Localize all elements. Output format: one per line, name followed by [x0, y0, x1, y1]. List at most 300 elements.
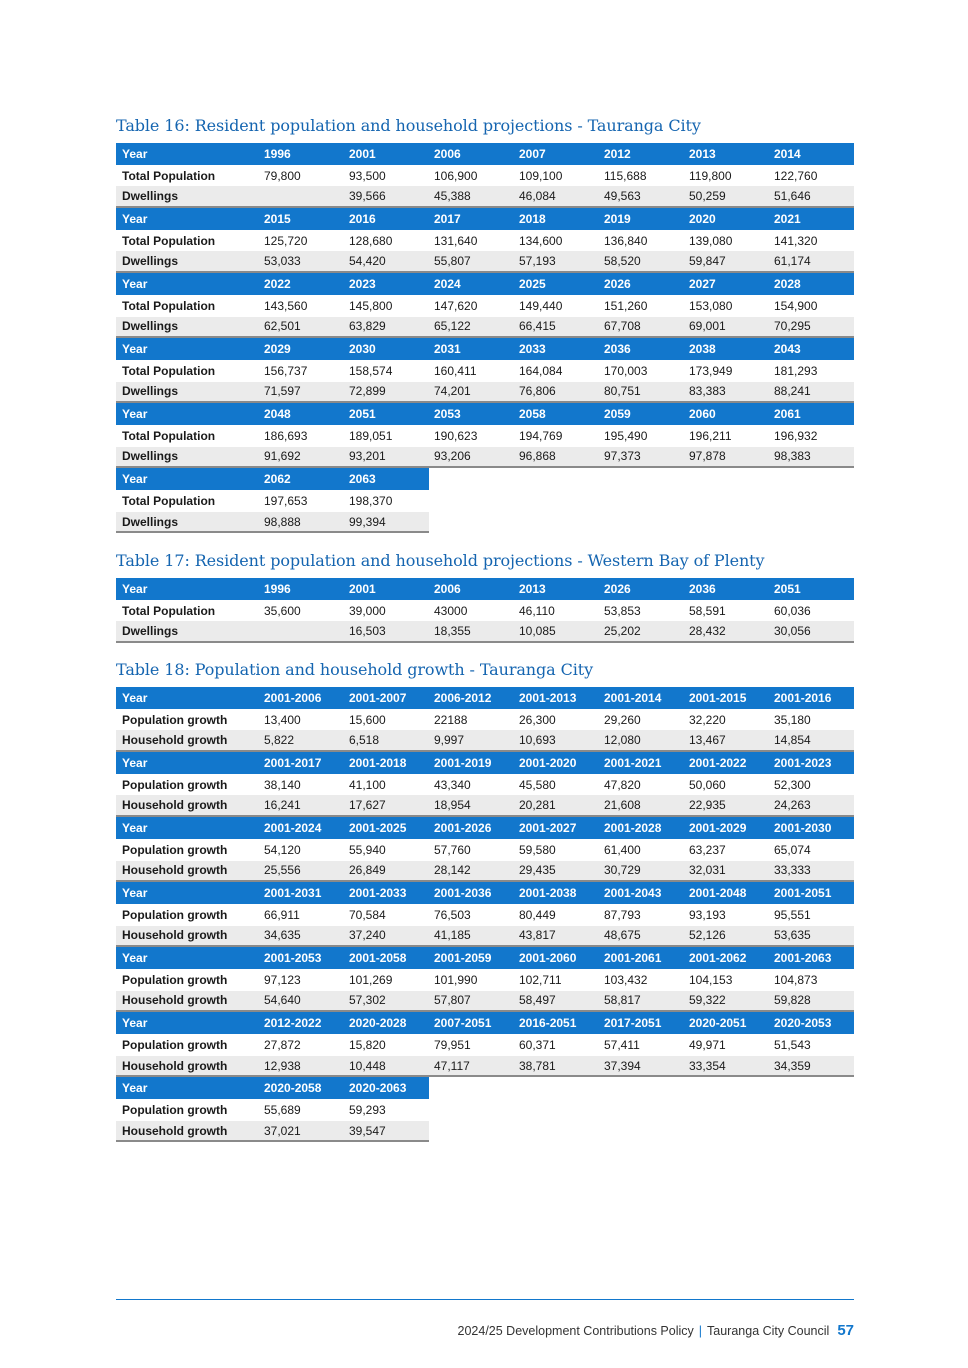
table-block: [116, 1077, 429, 1142]
table-cell: 196,932: [774, 428, 818, 443]
table-row: [116, 1121, 429, 1143]
table-cell: 2001-2018: [349, 755, 407, 770]
table-cell: 2001-2017: [264, 755, 322, 770]
table-cell: 49,563: [604, 189, 641, 204]
table-17: [116, 578, 854, 643]
table-row: [116, 295, 854, 317]
table-cell: 35,600: [264, 603, 301, 618]
table-cell: 2001-2038: [519, 886, 577, 901]
table-cell: 34,635: [264, 928, 301, 943]
table-cell: 12,938: [264, 1058, 301, 1073]
table-cell: 2020-2058: [264, 1081, 322, 1096]
table-cell: 63,237: [689, 842, 726, 857]
table-cell: 39,547: [349, 1123, 386, 1138]
table-cell: 29,435: [519, 863, 556, 878]
table-row: [116, 991, 854, 1013]
table-cell: 2048: [264, 407, 291, 422]
row-label-cell: Year: [122, 951, 148, 966]
table-cell: 97,373: [604, 449, 641, 464]
row-label-cell: Year: [122, 407, 148, 422]
table-row: [116, 861, 854, 883]
table-cell: 14,854: [774, 733, 811, 748]
table-cell: 125,720: [264, 233, 308, 248]
table-cell: 59,828: [774, 993, 811, 1008]
table-cell: 164,084: [519, 363, 563, 378]
table-header-row: [116, 578, 854, 600]
table-row: [116, 926, 854, 948]
table-cell: 189,051: [349, 428, 393, 443]
table-cell: 61,400: [604, 842, 641, 857]
table-cell: 97,123: [264, 972, 301, 987]
row-label-cell: Year: [122, 211, 148, 226]
table-cell: 74,201: [434, 384, 471, 399]
table-cell: 27,872: [264, 1037, 301, 1052]
table-cell: 2018: [519, 211, 546, 226]
table-cell: 2013: [519, 581, 546, 596]
table-cell: 2007-2051: [434, 1016, 492, 1031]
table-cell: 45,388: [434, 189, 471, 204]
table-header-row: [116, 947, 854, 969]
table-cell: 62,501: [264, 319, 301, 334]
table-cell: 10,693: [519, 733, 556, 748]
table-cell: 2021: [774, 211, 801, 226]
table-row: [116, 490, 429, 512]
row-label-cell: Household growth: [122, 863, 228, 878]
table-cell: 71,597: [264, 384, 301, 399]
table-cell: 58,591: [689, 603, 726, 618]
table-cell: 2001-2060: [519, 951, 577, 966]
table-cell: 2001-2030: [774, 820, 832, 835]
table-cell: 2001-2006: [264, 690, 322, 705]
table-cell: 149,440: [519, 298, 563, 313]
table-row: [116, 1099, 429, 1121]
table-cell: 53,635: [774, 928, 811, 943]
table-row: [116, 795, 854, 817]
table-block: [116, 1012, 854, 1077]
table-cell: 60,371: [519, 1037, 556, 1052]
table-cell: 17,627: [349, 798, 386, 813]
table-cell: 119,800: [689, 168, 732, 183]
table-cell: 25,556: [264, 863, 301, 878]
page-footer: [458, 1322, 854, 1339]
row-label-cell: Population growth: [122, 712, 228, 727]
table-cell: 54,420: [349, 254, 386, 269]
table-cell: 2014: [774, 146, 801, 161]
table-cell: 41,100: [349, 777, 386, 792]
table-cell: 2025: [519, 276, 546, 291]
row-label-cell: Dwellings: [122, 384, 179, 399]
table-16-title: Table 16: Resident population and household projections - Tauranga City: [116, 116, 701, 135]
table-18-title: Table 18: Population and household growth - Tauranga City: [116, 660, 594, 679]
table-cell: 2001-2062: [689, 951, 747, 966]
table-cell: 2001-2043: [604, 886, 662, 901]
table-cell: 190,623: [434, 428, 478, 443]
table-row: [116, 1034, 854, 1056]
table-cell: 2001-2058: [349, 951, 407, 966]
table-row: [116, 360, 854, 382]
table-cell: 2043: [774, 342, 801, 357]
table-cell: 198,370: [349, 493, 393, 508]
table-cell: 156,737: [264, 363, 308, 378]
table-16: [116, 143, 854, 533]
table-cell: 2022: [264, 276, 291, 291]
table-cell: 30,729: [604, 863, 641, 878]
table-header-row: [116, 752, 854, 774]
row-label-cell: Year: [122, 755, 148, 770]
table-cell: 34,359: [774, 1058, 811, 1073]
table-block: [116, 403, 854, 468]
table-cell: 69,001: [689, 319, 726, 334]
table-cell: 53,033: [264, 254, 301, 269]
table-cell: 2001-2063: [774, 951, 832, 966]
table-block: [116, 273, 854, 338]
footer-org: Tauranga City Council: [707, 1324, 830, 1338]
table-cell: 145,800: [349, 298, 393, 313]
table-cell: 2016: [349, 211, 376, 226]
row-label-cell: Year: [122, 820, 148, 835]
table-cell: 2020-2051: [689, 1016, 747, 1031]
table-cell: 197,653: [264, 493, 308, 508]
row-label-cell: Population growth: [122, 842, 228, 857]
table-cell: 131,640: [434, 233, 478, 248]
table-cell: 59,580: [519, 842, 556, 857]
table-cell: 2029: [264, 342, 291, 357]
table-cell: 143,560: [264, 298, 308, 313]
table-cell: 2001-2007: [349, 690, 407, 705]
table-cell: 2053: [434, 407, 461, 422]
table-header-row: [116, 273, 854, 295]
row-label-cell: Dwellings: [122, 624, 179, 639]
row-label-cell: Dwellings: [122, 189, 179, 204]
table-row: [116, 186, 854, 208]
table-cell: 41,185: [434, 928, 471, 943]
table-cell: 37,394: [604, 1058, 641, 1073]
row-label-cell: Total Population: [122, 428, 216, 443]
table-cell: 54,120: [264, 842, 301, 857]
table-cell: 32,220: [689, 712, 726, 727]
table-cell: 61,174: [774, 254, 811, 269]
table-cell: 2036: [604, 342, 631, 357]
table-cell: 38,140: [264, 777, 301, 792]
table-cell: 72,899: [349, 384, 386, 399]
table-block: [116, 468, 429, 533]
table-cell: 2058: [519, 407, 546, 422]
row-label-cell: Dwellings: [122, 254, 179, 269]
table-cell: 20,281: [519, 798, 556, 813]
table-cell: 2001-2059: [434, 951, 492, 966]
table-cell: 2017: [434, 211, 461, 226]
table-cell: 80,449: [519, 907, 556, 922]
row-label-cell: Total Population: [122, 363, 216, 378]
table-row: [116, 512, 429, 534]
table-cell: 2007: [519, 146, 546, 161]
table-cell: 26,300: [519, 712, 556, 727]
table-cell: 93,500: [349, 168, 386, 183]
row-label-cell: Year: [122, 276, 148, 291]
table-cell: 39,000: [349, 603, 386, 618]
table-row: [116, 165, 854, 187]
table-block: [116, 882, 854, 947]
row-label-cell: Total Population: [122, 493, 216, 508]
row-label-cell: Household growth: [122, 928, 228, 943]
table-cell: 2001-2053: [264, 951, 322, 966]
row-label-cell: Population growth: [122, 1037, 228, 1052]
table-cell: 10,085: [519, 624, 556, 639]
table-cell: 2001-2033: [349, 886, 407, 901]
table-cell: 136,840: [604, 233, 648, 248]
table-cell: 16,241: [264, 798, 301, 813]
table-18: [116, 687, 854, 1142]
table-cell: 2016-2051: [519, 1016, 577, 1031]
row-label-cell: Dwellings: [122, 319, 179, 334]
footer-doc-title: 2024/25 Development Contributions Policy: [457, 1324, 694, 1338]
table-cell: 2051: [349, 407, 376, 422]
table-cell: 2001-2031: [264, 886, 322, 901]
table-cell: 70,584: [349, 907, 386, 922]
table-cell: 2006-2012: [434, 690, 492, 705]
table-cell: 58,497: [519, 993, 556, 1008]
table-cell: 2020-2063: [349, 1081, 407, 1096]
row-label-cell: Year: [122, 472, 148, 487]
table-cell: 59,322: [689, 993, 726, 1008]
table-cell: 93,206: [434, 449, 471, 464]
table-block: [116, 752, 854, 817]
table-block: [116, 208, 854, 273]
table-cell: 67,708: [604, 319, 641, 334]
table-cell: 33,333: [774, 863, 811, 878]
table-cell: 46,084: [519, 189, 556, 204]
table-cell: 57,411: [604, 1037, 640, 1052]
table-cell: 57,760: [434, 842, 471, 857]
table-cell: 33,354: [689, 1058, 726, 1073]
table-row: [116, 251, 854, 273]
table-cell: 2012: [604, 146, 631, 161]
table-cell: 35,180: [774, 712, 811, 727]
table-cell: 2020-2028: [349, 1016, 407, 1031]
table-cell: 51,646: [774, 189, 811, 204]
table-cell: 2026: [604, 581, 631, 596]
row-label-cell: Household growth: [122, 733, 228, 748]
table-cell: 134,600: [519, 233, 563, 248]
table-cell: 59,293: [349, 1102, 386, 1117]
table-cell: 29,260: [604, 712, 641, 727]
table-cell: 195,490: [604, 428, 648, 443]
table-cell: 57,302: [349, 993, 386, 1008]
table-cell: 2001: [349, 146, 376, 161]
table-block: [116, 338, 854, 403]
table-cell: 2027: [689, 276, 716, 291]
table-cell: 2001-2023: [774, 755, 832, 770]
table-cell: 2001-2020: [519, 755, 577, 770]
table-cell: 2001-2027: [519, 820, 577, 835]
table-cell: 30,056: [774, 624, 811, 639]
table-cell: 2061: [774, 407, 801, 422]
table-cell: 2001-2036: [434, 886, 492, 901]
table-cell: 139,080: [689, 233, 733, 248]
table-cell: 2006: [434, 146, 461, 161]
table-cell: 2017-2051: [604, 1016, 662, 1031]
table-cell: 109,100: [519, 168, 563, 183]
table-cell: 48,675: [604, 928, 641, 943]
row-label-cell: Year: [122, 886, 148, 901]
table-cell: 2038: [689, 342, 716, 357]
row-label-cell: Year: [122, 581, 148, 596]
table-header-row: [116, 817, 854, 839]
table-cell: 70,295: [774, 319, 811, 334]
row-label-cell: Total Population: [122, 233, 216, 248]
table-cell: 154,900: [774, 298, 818, 313]
table-cell: 45,580: [519, 777, 556, 792]
table-cell: 76,806: [519, 384, 556, 399]
table-cell: 147,620: [434, 298, 478, 313]
row-label-cell: Population growth: [122, 907, 228, 922]
row-label-cell: Dwellings: [122, 514, 179, 529]
table-cell: 13,467: [689, 733, 726, 748]
table-cell: 2001-2022: [689, 755, 747, 770]
table-cell: 95,551: [774, 907, 811, 922]
table-header-row: [116, 882, 854, 904]
table-cell: 26,849: [349, 863, 386, 878]
table-block: [116, 143, 854, 208]
table-cell: 15,600: [349, 712, 386, 727]
table-cell: 49,971: [689, 1037, 726, 1052]
table-cell: 37,021: [264, 1123, 301, 1138]
table-cell: 170,003: [604, 363, 648, 378]
table-cell: 10,448: [349, 1058, 386, 1073]
table-cell: 1996: [264, 581, 291, 596]
footer-separator: |: [698, 1324, 703, 1338]
table-cell: 18,355: [434, 624, 471, 639]
table-cell: 57,807: [434, 993, 471, 1008]
table-cell: 39,566: [349, 189, 386, 204]
table-cell: 2059: [604, 407, 631, 422]
row-label-cell: Year: [122, 690, 148, 705]
table-cell: 15,820: [349, 1037, 386, 1052]
table-cell: 43,340: [434, 777, 471, 792]
table-cell: 99,394: [349, 514, 386, 529]
row-label-cell: Year: [122, 1016, 148, 1031]
table-cell: 32,031: [689, 863, 726, 878]
table-cell: 2001-2014: [604, 690, 662, 705]
table-cell: 2001-2024: [264, 820, 322, 835]
table-cell: 51,543: [774, 1037, 811, 1052]
table-cell: 38,781: [519, 1058, 556, 1073]
row-label-cell: Year: [122, 1081, 148, 1096]
table-cell: 25,202: [604, 624, 641, 639]
table-cell: 2020: [689, 211, 716, 226]
table-cell: 93,193: [689, 907, 726, 922]
table-header-row: [116, 338, 854, 360]
table-cell: 57,193: [519, 254, 556, 269]
table-header-row: [116, 1077, 429, 1099]
row-label-cell: Population growth: [122, 777, 228, 792]
table-cell: 16,503: [349, 624, 386, 639]
table-cell: 58,520: [604, 254, 641, 269]
table-cell: 2001-2016: [774, 690, 832, 705]
table-cell: 12,080: [604, 733, 641, 748]
row-label-cell: Total Population: [122, 298, 216, 313]
table-row: [116, 600, 854, 622]
table-cell: 158,574: [349, 363, 393, 378]
table-cell: 21,608: [604, 798, 641, 813]
table-cell: 115,688: [604, 168, 647, 183]
table-row: [116, 621, 854, 643]
table-cell: 101,990: [434, 972, 478, 987]
table-cell: 102,711: [519, 972, 562, 987]
page-number: 57: [837, 1322, 854, 1339]
table-block: [116, 578, 854, 643]
table-cell: 65,074: [774, 842, 811, 857]
table-cell: 22188: [434, 712, 468, 727]
table-cell: 101,269: [349, 972, 393, 987]
row-label-cell: Total Population: [122, 168, 216, 183]
table-cell: 43,817: [519, 928, 556, 943]
table-block: [116, 817, 854, 882]
table-cell: 2063: [349, 472, 376, 487]
table-cell: 2013: [689, 146, 716, 161]
table-cell: 83,383: [689, 384, 726, 399]
table-cell: 2001-2015: [689, 690, 747, 705]
table-header-row: [116, 143, 854, 165]
table-cell: 2024: [434, 276, 461, 291]
table-cell: 2006: [434, 581, 461, 596]
table-cell: 96,868: [519, 449, 556, 464]
table-cell: 55,807: [434, 254, 471, 269]
row-label-cell: Year: [122, 146, 148, 161]
table-header-row: [116, 403, 854, 425]
footer-divider: [116, 1299, 854, 1300]
table-cell: 2001-2019: [434, 755, 492, 770]
table-header-row: [116, 687, 854, 709]
table-block: [116, 947, 854, 1012]
table-cell: 24,263: [774, 798, 811, 813]
table-cell: 141,320: [774, 233, 818, 248]
table-cell: 128,680: [349, 233, 393, 248]
table-cell: 2001-2051: [774, 886, 832, 901]
table-cell: 151,260: [604, 298, 648, 313]
table-cell: 79,800: [264, 168, 301, 183]
table-cell: 186,693: [264, 428, 308, 443]
row-label-cell: Household growth: [122, 798, 228, 813]
table-cell: 5,822: [264, 733, 295, 748]
table-cell: 103,432: [604, 972, 648, 987]
table-cell: 104,873: [774, 972, 818, 987]
table-row: [116, 382, 854, 404]
table-cell: 160,411: [434, 363, 477, 378]
table-cell: 65,122: [434, 319, 471, 334]
table-cell: 2026: [604, 276, 631, 291]
table-cell: 181,293: [774, 363, 818, 378]
table-row: [116, 904, 854, 926]
row-label-cell: Population growth: [122, 972, 228, 987]
table-row: [116, 839, 854, 861]
table-cell: 2001-2029: [689, 820, 747, 835]
row-label-cell: Year: [122, 342, 148, 357]
table-cell: 196,211: [689, 428, 732, 443]
table-cell: 106,900: [434, 168, 478, 183]
table-row: [116, 230, 854, 252]
table-block: [116, 687, 854, 752]
table-row: [116, 447, 854, 469]
table-row: [116, 730, 854, 752]
table-cell: 91,692: [264, 449, 301, 464]
table-cell: 2033: [519, 342, 546, 357]
table-row: [116, 969, 854, 991]
table-cell: 47,820: [604, 777, 641, 792]
row-label-cell: Population growth: [122, 1102, 228, 1117]
table-cell: 104,153: [689, 972, 733, 987]
table-cell: 2001-2048: [689, 886, 747, 901]
